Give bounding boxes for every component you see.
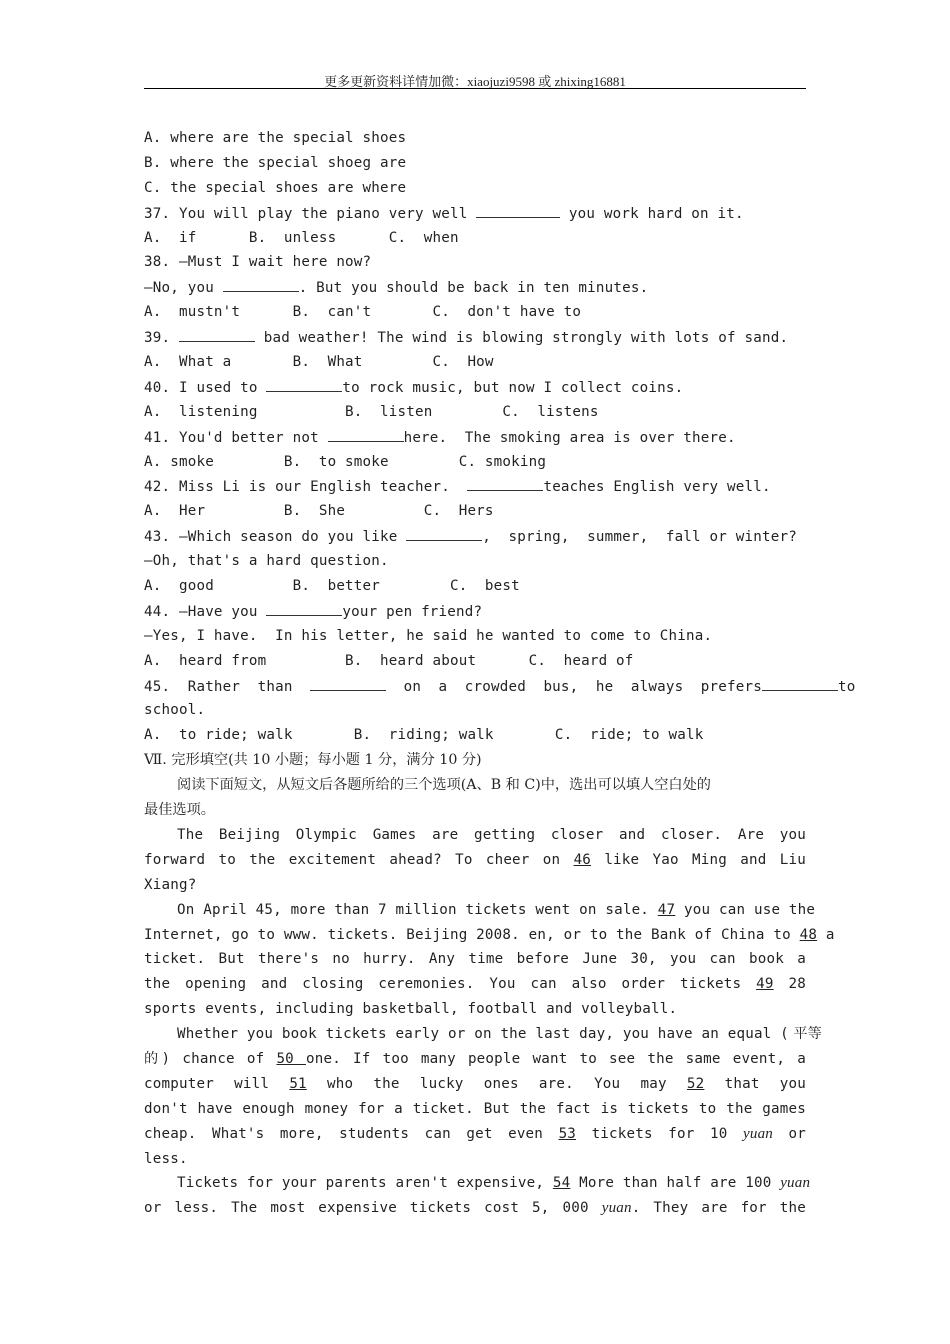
- q39-stem: 39. bad weather! The wind is blowing strongly with lots of sand.: [144, 325, 806, 350]
- passage-line: forward to the excitement ahead? To cheer on 46 like Yao Ming and Liu: [144, 851, 806, 868]
- passage-line: Internet, go to www. tickets. Beijing 2008. en, or to the Bank of China to 48 a: [144, 926, 835, 943]
- q41-options: A. smoke B. to smoke C. smoking: [144, 453, 547, 470]
- blank-number: 50: [276, 1050, 306, 1067]
- q37-options: A. if B. unless C. when: [144, 229, 459, 246]
- page-header: 更多更新资料详情加微：xiaojuzi9598 或 zhixing16881: [324, 74, 626, 89]
- passage-line: the opening and closing ceremonies. You can also order tickets 49 28: [144, 976, 806, 993]
- answer-blank: [310, 674, 386, 691]
- document-body: [144, 126, 856, 1221]
- q43-options: A. good B. better C. best: [144, 578, 520, 595]
- answer-blank: [266, 375, 342, 392]
- q38-options: A. mustn't B. can't C. don't have to: [144, 304, 582, 321]
- blank-number: 46: [573, 851, 592, 868]
- answer-blank: [406, 524, 482, 541]
- q36-option-c: C. the special shoes are where: [144, 179, 407, 196]
- answer-blank: [328, 425, 404, 442]
- q44-options: A. heard from B. heard about C. heard of: [144, 652, 634, 669]
- answer-blank: [467, 474, 543, 491]
- header-divider: [144, 88, 806, 89]
- q45-options: A. to ride; walk B. riding; walk C. ride; to walk: [144, 727, 704, 744]
- q36-option-b: B. where the special shoeg are: [144, 154, 407, 171]
- q45-stem-cont: school.: [144, 702, 206, 719]
- q42-options: A. Her B. She C. Hers: [144, 503, 494, 520]
- answer-blank: [179, 325, 255, 342]
- passage-line: Xiang?: [144, 876, 197, 893]
- passage-line: ticket. But there's no hurry. Any time before June 30, you can book a: [144, 951, 806, 968]
- passage-line: or less. The most expensive tickets cost 5, 000 yuan. They are for the: [144, 1200, 806, 1217]
- passage-line: don't have enough money for a ticket. But the fact is tickets to the games: [144, 1100, 806, 1117]
- blank-number: 53: [558, 1125, 577, 1142]
- q44-stem: 44. —Have you your pen friend?: [144, 599, 806, 624]
- passage-line: computer will 51 who the lucky ones are. You may 52 that you: [144, 1075, 806, 1092]
- q45-stem: 45. Rather than on a crowded bus, he always prefers to: [144, 674, 806, 699]
- q39-options: A. What a B. What C. How: [144, 354, 494, 371]
- q37-stem: 37. You will play the piano very well you work hard on it.: [144, 201, 806, 226]
- q40-options: A. listening B. listen C. listens: [144, 403, 599, 420]
- q43-reply: —Oh, that's a hard question.: [144, 553, 389, 570]
- passage-line: Whether you book tickets early or on the last day, you have an equal ( 平等: [177, 1026, 822, 1043]
- section-instruction-cont: 最佳选项。: [144, 802, 215, 819]
- q43-stem: 43. —Which season do you like , spring, summer, fall or winter?: [144, 524, 806, 549]
- passage-line: 的) chance of 50 one. If too many people want to see the same event, a: [144, 1050, 806, 1067]
- answer-blank: [223, 275, 299, 292]
- blank-number: 54: [552, 1175, 571, 1192]
- passage-line: Tickets for your parents aren't expensive, 54 More than half are 100 yuan: [177, 1175, 811, 1192]
- passage-line: On April 45, more than 7 million tickets went on sale. 47 you can use the: [177, 901, 816, 918]
- section-instruction: 阅读下面短文，从短文后各题所给的三个选项(A、B 和 C)中，选出可以填人空白处的: [177, 777, 711, 794]
- q42-stem: 42. Miss Li is our English teacher. teaches English very well.: [144, 474, 806, 499]
- answer-blank: [762, 674, 838, 691]
- answer-blank: [266, 599, 342, 616]
- blank-number: 51: [289, 1075, 307, 1092]
- passage-line: The Beijing Olympic Games are getting closer and closer. Are you: [177, 826, 806, 843]
- blank-number: 47: [657, 901, 676, 918]
- blank-number: 49: [756, 976, 774, 993]
- blank-number: 48: [799, 926, 818, 943]
- passage-line: sports events, including basketball, football and volleyball.: [144, 1001, 678, 1018]
- q44-reply: —Yes, I have. In his letter, he said he wanted to come to China.: [144, 627, 713, 644]
- q36-option-a: A. where are the special shoes: [144, 130, 407, 146]
- q38-reply: —No, you . But you should be back in ten minutes.: [144, 275, 806, 300]
- blank-number: 52: [686, 1075, 705, 1092]
- passage-line: less.: [144, 1150, 188, 1167]
- q38-stem: 38. —Must I wait here now?: [144, 254, 372, 271]
- section-title: Ⅶ. 完形填空(共 10 小题；每小题 1 分，满分 10 分): [144, 752, 482, 769]
- q41-stem: 41. You'd better not here. The smoking area is over there.: [144, 425, 806, 450]
- answer-blank: [476, 201, 560, 218]
- q40-stem: 40. I used to to rock music, but now I collect coins.: [144, 375, 806, 400]
- passage-line: cheap. What's more, students can get even 53 tickets for 10 yuan or: [144, 1125, 806, 1142]
